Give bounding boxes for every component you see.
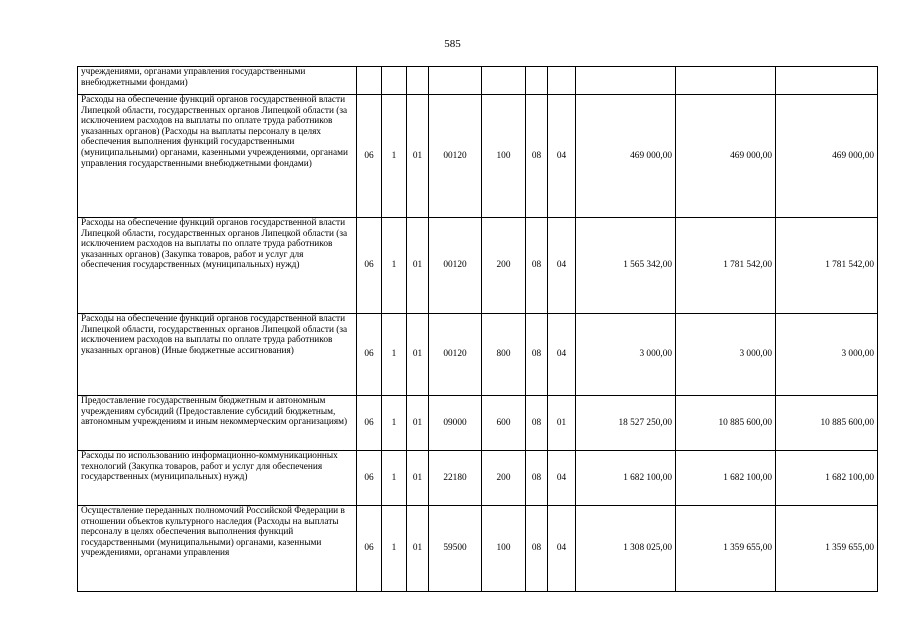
amount-cell: 469 000,00 bbox=[576, 95, 676, 218]
table-body bbox=[78, 67, 878, 592]
code-cell: 04 bbox=[548, 95, 576, 218]
row-description: Расходы на обеспечение функций органов государственной власти Липецкой области, государственных органов Липецкой области (за исключением расходов на выплаты по оплате труда работников указанных органов) (Иные бюджетные ассигнования) bbox=[78, 314, 357, 396]
code-cell: 1 bbox=[382, 451, 407, 506]
code-cell: 59500 bbox=[429, 506, 482, 592]
code-cell bbox=[382, 67, 407, 95]
code-cell: 1 bbox=[382, 218, 407, 314]
amount-cell: 469 000,00 bbox=[676, 95, 776, 218]
code-cell: 1 bbox=[382, 396, 407, 451]
amount-cell: 1 308 025,00 bbox=[576, 506, 676, 592]
code-cell: 06 bbox=[357, 506, 382, 592]
code-cell: 08 bbox=[526, 506, 548, 592]
table-row bbox=[78, 314, 878, 396]
code-cell: 06 bbox=[357, 314, 382, 396]
amount-cell: 1 781 542,00 bbox=[776, 218, 878, 314]
code-cell: 00120 bbox=[429, 314, 482, 396]
code-cell: 04 bbox=[548, 451, 576, 506]
code-cell: 01 bbox=[407, 396, 429, 451]
amount-cell bbox=[776, 67, 878, 95]
amount-cell: 18 527 250,00 bbox=[576, 396, 676, 451]
code-cell: 06 bbox=[357, 396, 382, 451]
row-description: Расходы на обеспечение функций органов государственной власти Липецкой области, государственных органов Липецкой области (за исключением расходов на выплаты по оплате труда работников указанных органов) (Расходы на выплаты персоналу в целях обеспечения выполнения функций государственными (муниципальными) органами, казенными учреждениями, органами управления государственными внебюджетными фондами) bbox=[78, 95, 357, 218]
code-cell: 06 bbox=[357, 95, 382, 218]
code-cell: 1 bbox=[382, 506, 407, 592]
code-cell bbox=[526, 67, 548, 95]
code-cell: 08 bbox=[526, 314, 548, 396]
code-cell bbox=[407, 67, 429, 95]
code-cell: 00120 bbox=[429, 218, 482, 314]
code-cell: 100 bbox=[482, 506, 526, 592]
table-row bbox=[78, 506, 878, 592]
code-cell: 04 bbox=[548, 218, 576, 314]
amount-cell: 1 359 655,00 bbox=[676, 506, 776, 592]
code-cell: 100 bbox=[482, 95, 526, 218]
amount-cell: 1 682 100,00 bbox=[576, 451, 676, 506]
code-cell: 01 bbox=[407, 451, 429, 506]
code-cell: 800 bbox=[482, 314, 526, 396]
code-cell bbox=[548, 67, 576, 95]
code-cell: 200 bbox=[482, 218, 526, 314]
code-cell: 09000 bbox=[429, 396, 482, 451]
code-cell: 01 bbox=[548, 396, 576, 451]
budget-table bbox=[77, 66, 878, 592]
code-cell: 08 bbox=[526, 95, 548, 218]
table-row bbox=[78, 451, 878, 506]
amount-cell bbox=[676, 67, 776, 95]
code-cell: 04 bbox=[548, 314, 576, 396]
amount-cell: 3 000,00 bbox=[676, 314, 776, 396]
amount-cell: 1 359 655,00 bbox=[776, 506, 878, 592]
code-cell: 01 bbox=[407, 506, 429, 592]
code-cell: 06 bbox=[357, 451, 382, 506]
code-cell bbox=[429, 67, 482, 95]
amount-cell: 1 781 542,00 bbox=[676, 218, 776, 314]
row-description: Осуществление переданных полномочий Российской Федерации в отношении объектов культурного наследия (Расходы на выплаты персоналу в целях обеспечения выполнения функций государственными (муниципальными) органами, казенными учреждениями, органами управления bbox=[78, 506, 357, 592]
row-description: Расходы по использованию информационно-коммуникационных технологий (Закупка товаров, работ и услуг для обеспечения государственных (муниципальных) нужд) bbox=[78, 451, 357, 506]
amount-cell: 1 565 342,00 bbox=[576, 218, 676, 314]
code-cell: 01 bbox=[407, 314, 429, 396]
page-number: 585 bbox=[444, 38, 461, 50]
code-cell: 08 bbox=[526, 451, 548, 506]
row-description: учреждениями, органами управления государственными внебюджетными фондами) bbox=[78, 67, 357, 95]
table-row bbox=[78, 95, 878, 218]
table-row bbox=[78, 218, 878, 314]
amount-cell: 3 000,00 bbox=[776, 314, 878, 396]
amount-cell bbox=[576, 67, 676, 95]
row-description: Расходы на обеспечение функций органов государственной власти Липецкой области, государственных органов Липецкой области (за исключением расходов на выплаты по оплате труда работников указанных органов) (Закупка товаров, работ и услуг для обеспечения государственных (муниципальных) нужд) bbox=[78, 218, 357, 314]
code-cell: 00120 bbox=[429, 95, 482, 218]
code-cell: 600 bbox=[482, 396, 526, 451]
table-row bbox=[78, 67, 878, 95]
code-cell: 01 bbox=[407, 95, 429, 218]
amount-cell: 1 682 100,00 bbox=[676, 451, 776, 506]
code-cell: 04 bbox=[548, 506, 576, 592]
code-cell: 22180 bbox=[429, 451, 482, 506]
code-cell: 08 bbox=[526, 218, 548, 314]
code-cell: 06 bbox=[357, 218, 382, 314]
amount-cell: 10 885 600,00 bbox=[776, 396, 878, 451]
amount-cell: 469 000,00 bbox=[776, 95, 878, 218]
amount-cell: 1 682 100,00 bbox=[776, 451, 878, 506]
code-cell: 1 bbox=[382, 95, 407, 218]
row-description: Предоставление государственным бюджетным и автономным учреждениям субсидий (Предоставление субсидий бюджетным, автономным учреждениям и иным некоммерческим организациям) bbox=[78, 396, 357, 451]
code-cell: 01 bbox=[407, 218, 429, 314]
amount-cell: 3 000,00 bbox=[576, 314, 676, 396]
amount-cell: 10 885 600,00 bbox=[676, 396, 776, 451]
table-row bbox=[78, 396, 878, 451]
code-cell: 1 bbox=[382, 314, 407, 396]
code-cell: 08 bbox=[526, 396, 548, 451]
code-cell bbox=[482, 67, 526, 95]
code-cell bbox=[357, 67, 382, 95]
code-cell: 200 bbox=[482, 451, 526, 506]
